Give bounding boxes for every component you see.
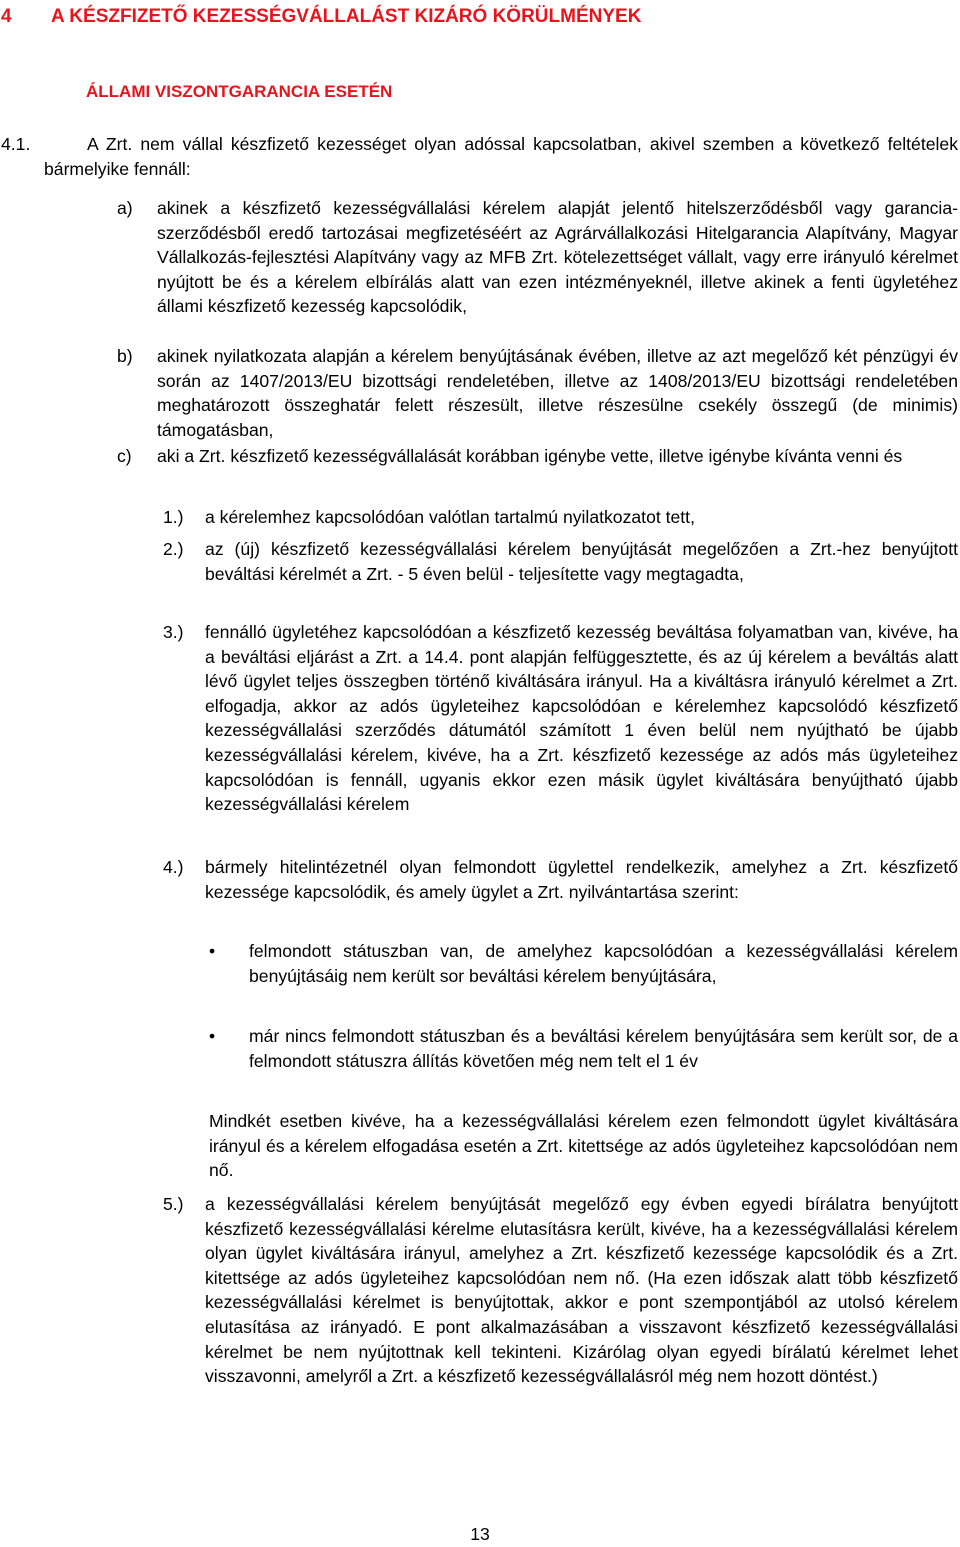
numbered-text: az (új) készfizető kezességvállalási kérelem benyújtását megelőzően a Zrt.-hez benyújtott beváltási kérelmét a Zrt. - 5 éven belül - teljesítette vagy megtagadta, xyxy=(205,539,958,584)
item-label: a) xyxy=(117,198,133,218)
numbered-item-3 xyxy=(163,620,958,817)
section-title: A KÉSZFIZETŐ KEZESSÉGVÁLLALÁST KIZÁRÓ KÖRÜLMÉNYEK xyxy=(51,6,642,27)
numbered-text: a kezességvállalási kérelem benyújtását megelőző egy évben egyedi bírálatra benyújtott készfizető kezességvállalási kérelme elutasításra került, kivéve, ha a kezességvállalási kérelem olyan ügylet kiváltására irányul, amelyhez a Zrt. készfizető kezessége kapcsolódik és a Zrt. kitettsége az adós ügyleteihez kapcsolódóan nem nő. (Ha ezen időszak alatt több készfizető kezességvállalási kérelmet is benyújtottak, akkor e pont szempontjából az utolsó kérelem elutasítása az irányadó. E pont alkalmazásában a visszavont készfizető kezességvállalási kérelmet be nem nyújtottnak kell tekinteni. Kizárólag olyan egyedi bírálatú kérelmet lehet visszavonni, amelyről a Zrt. a készfizető kezességvállalásról még nem hozott döntést.) xyxy=(205,1194,958,1387)
numbered-label: 3.) xyxy=(163,622,184,642)
item-text: aki a Zrt. készfizető kezességvállalását korábban igénybe vette, illetve igénybe kívánta venni és xyxy=(157,446,903,466)
numbered-item-1 xyxy=(163,505,958,530)
intro-text: A Zrt. nem vállal készfizető kezességet olyan adóssal kapcsolatban, akivel szemben a következő feltételek bármelyike fennáll: xyxy=(44,134,958,179)
bullet-text: már nincs felmondott státuszban és a beváltási kérelem benyújtására sem került sor, de a felmondott státuszra állítás követően még nem telt el 1 év xyxy=(249,1026,958,1071)
list-item-b xyxy=(117,344,958,442)
numbered-item-2 xyxy=(163,537,958,586)
section-heading xyxy=(0,4,641,30)
bullet-item-1 xyxy=(209,939,958,988)
item-label: c) xyxy=(117,446,132,466)
bullet-icon: • xyxy=(209,941,216,961)
closing-paragraph: Mindkét esetben kivéve, ha a kezességvállalási kérelem ezen felmondott ügylet kiváltására irányul és a kérelem elfogadása esetén a Zrt. kitettsége az adós ügyleteihez kapcsolódóan nem nő. xyxy=(209,1111,958,1181)
intro-paragraph xyxy=(1,132,958,181)
item-label: b) xyxy=(117,346,133,366)
bullet-text: felmondott státuszban van, de amelyhez kapcsolódóan a kezességvállalási kérelem benyújtásáig nem került sor beváltási kérelem benyújtására, xyxy=(249,941,958,986)
numbered-item-5 xyxy=(163,1192,958,1389)
numbered-text: a kérelemhez kapcsolódóan valótlan tartalmú nyilatkozatot tett, xyxy=(205,507,695,527)
list-item-a xyxy=(117,196,958,319)
list-item-c xyxy=(117,444,958,469)
numbered-item-4 xyxy=(163,855,958,904)
numbered-label: 4.) xyxy=(163,857,184,877)
section-number: 4 xyxy=(1,6,12,27)
numbered-label: 5.) xyxy=(163,1194,184,1214)
bullet-item-2 xyxy=(209,1024,958,1073)
page-number: 13 xyxy=(470,1524,490,1544)
bullet-icon: • xyxy=(209,1026,216,1046)
numbered-text: bármely hitelintézetnél olyan felmondott ügylettel rendelkezik, amelyhez a Zrt. készfizető kezessége kapcsolódik, és amely ügylet a Zrt. nyilvántartása szerint: xyxy=(205,857,958,902)
section-subtitle: ÁLLAMI VISZONTGARANCIA ESETÉN xyxy=(86,82,393,101)
item-text: akinek a készfizető kezességvállalási kérelem alapját jelentő hitelszerződésből vagy garancia-szerződésből eredő tartozásai megfizetéséért az Agrárvállalkozási Hitelgarancia Alapítvány, Magyar Vállalkozás-fejlesztési Alapítvány vagy az MFB Zrt. kötelezettséget vállalt, vagy erre irányuló kérelmet nyújtott be és a kérelem elbírálás alatt van ezen intézményeknél, illetve akinek a fenti ügyletéhez állami készfizető kezesség kapcsolódik, xyxy=(157,198,958,317)
intro-number: 4.1. xyxy=(1,134,31,154)
numbered-label: 2.) xyxy=(163,539,184,559)
numbered-text: fennálló ügyletéhez kapcsolódóan a készfizető kezesség beváltása folyamatban van, kivéve, ha a beváltási eljárást a Zrt. a 14.4. pont alapján felfüggesztette, és az új kérelem a beváltás alatt lévő ügylet teljes összegben történő kiváltására irányul. Ha a kiváltásra irányuló kérelmet a Zrt. elfogadja, akkor az adós ügyleteihez kapcsolódóan e kérelemhez kapcsolódó készfizető kezességvállalási szerződés dátumától számított 1 éven belül nem nyújtható be újabb kezességvállalási kérelem, kivéve, ha a Zrt. készfizető kezessége az adós más ügyleteihez kapcsolódóan is fennáll, ugyanis ekkor ezen másik ügylet kiváltására benyújtható újabb kezességvállalási kérelem xyxy=(205,622,958,815)
numbered-label: 1.) xyxy=(163,507,184,527)
item-text: akinek nyilatkozata alapján a kérelem benyújtásának évében, illetve az azt megelőző két pénzügyi év során az 1407/2013/EU bizottsági rendeletében, illetve az 1408/2013/EU bizottsági rendeletében meghatározott összeghatár felett részesült, illetve részesülne csekély összegű (de minimis) támogatásban, xyxy=(157,346,958,440)
